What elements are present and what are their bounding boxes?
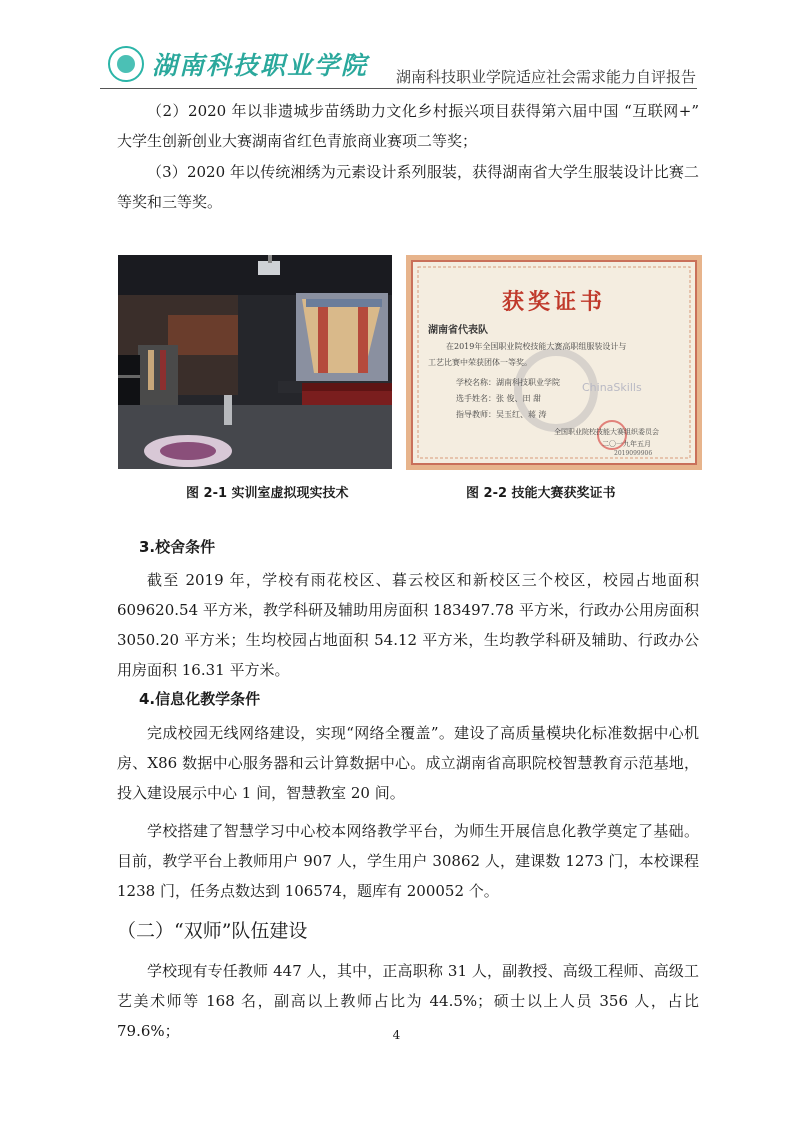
- award-item-2: （2）2020 年以非遗城步苗绣助力文化乡村振兴项目获得第六届中国 “互联网+” 大学生创新创业大赛湖南省红色青旅商业赛项二等奖；: [117, 102, 699, 150]
- figure-caption-2-1: 图 2-1 实训室虚拟现实技术: [186, 486, 349, 501]
- section-heading-it-teaching: 4.信息化教学条件: [139, 690, 261, 708]
- certificate-number: 2019099906: [614, 450, 653, 457]
- certificate-title: 获奖证书: [501, 289, 606, 315]
- award-item-3: （3）2020 年以传统湘绣为元素设计系列服装，获得湖南省大学生服装设计比赛二等奖和三等奖。: [117, 163, 699, 211]
- certificate-issuer: 全国职业院校技能大赛组织委员会: [554, 428, 659, 436]
- page-header: [96, 38, 696, 90]
- certificate-line-2: 工艺比赛中荣获团体一等奖。: [428, 358, 532, 367]
- school-seal-icon: [108, 46, 144, 82]
- double-teachers-paragraph: 学校现有专任教师 447 人，其中，正高职称 31 人，副教授、高级工程师、高级工艺美术师等 168 名，副高以上教师占比为 44.5%；硕士以上人员 356 人，占比 79.6%；: [117, 962, 699, 1040]
- header-divider: [100, 88, 697, 89]
- certificate-team: 湖南省代表队: [428, 325, 488, 336]
- certificate-date: 二〇一九年五月: [602, 440, 651, 448]
- section-heading-campus: 3.校舍条件: [139, 538, 216, 556]
- certificate-school: 学校名称：湖南科技职业学院: [456, 378, 560, 387]
- it-teaching-paragraph-1: 完成校园无线网络建设，实现“网络全覆盖”。建设了高质量模块化标准数据中心机房、X86 数据中心服务器和云计算数据中心。成立湖南省高职院校智慧教育示范基地，投入建设展示中心 1 间，智慧教室 20 间。: [117, 724, 699, 802]
- vr-room-photo: [118, 255, 392, 469]
- school-logo-text: 湖南科技职业学院: [152, 51, 369, 80]
- campus-paragraph: 截至 2019 年，学校有雨花校区、暮云校区和新校区三个校区，校园占地面积 609620.54 平方米，教学科研及辅助用房面积 183497.78 平方米，行政办公用房面积 3050.20 平方米；生均校园占地面积 54.12 平方米，生均教学科研及辅助、行政办公用房面积 16.31 平方米。: [117, 571, 699, 679]
- certificate-players: 选手姓名：张 俊、田 甜: [456, 394, 542, 403]
- certificate-watermark: ChinaSkills: [582, 381, 642, 394]
- figure-caption-2-2: 图 2-2 技能大赛获奖证书: [466, 486, 616, 501]
- report-title: 湖南科技职业学院适应社会需求能力自评报告: [395, 68, 696, 86]
- figure-award-certificate: [406, 255, 702, 470]
- figure-vr-training-room: [118, 255, 392, 469]
- section-heading-double-teachers: （二）“双师”队伍建设: [117, 920, 308, 942]
- page-number: 4: [392, 1028, 401, 1042]
- certificate-line-1: 在2019年全国职业院校技能大赛高职组服装设计与: [446, 342, 627, 351]
- certificate-teachers: 指导教师：吴玉红、蒋 涛: [456, 410, 547, 419]
- it-teaching-paragraph-2: 学校搭建了智慧学习中心校本网络教学平台，为师生开展信息化教学奠定了基础。目前，教学平台上教师用户 907 人，学生用户 30862 人，建课数 1273 门，本校课程 1238 门，任务点数达到 106574，题库有 200052 个。: [117, 822, 699, 900]
